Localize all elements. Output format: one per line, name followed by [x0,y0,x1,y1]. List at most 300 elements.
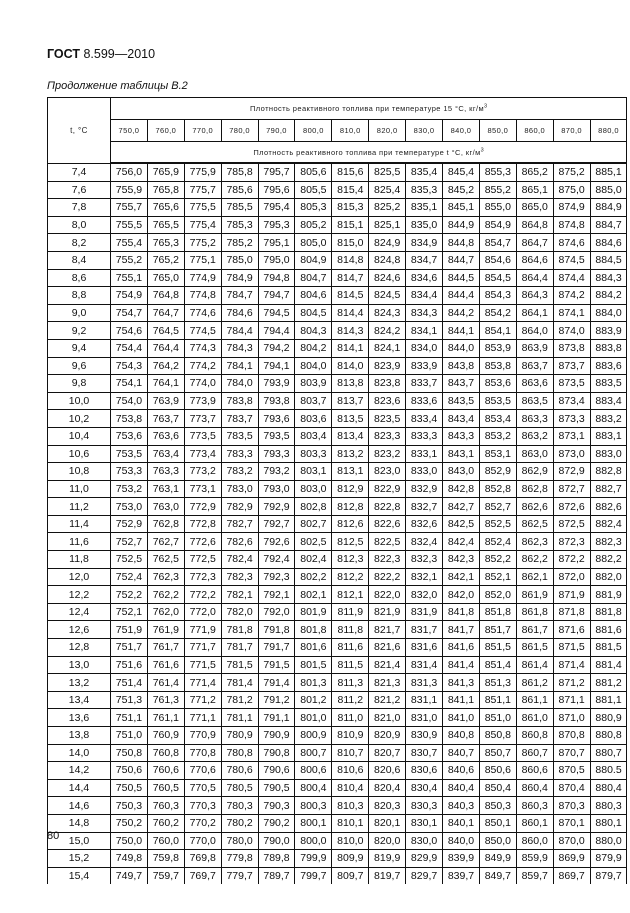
temperature-cell: 11,0 [48,480,111,498]
density-cell: 881,6 [590,621,627,639]
density-cell: 810,1 [332,814,369,832]
density-cell: 781,5 [221,656,258,674]
density-cell: 881,4 [590,656,627,674]
density-cell: 825,2 [369,199,406,217]
density-cell: 773,7 [184,410,221,428]
density-cell: 764,1 [147,375,184,393]
density-cell: 844,2 [443,304,480,322]
density-cell: 851,3 [479,674,516,692]
density-cell: 860,7 [516,744,553,762]
density-cell: 804,6 [295,287,332,305]
density-cell: 830,3 [406,797,443,815]
density-cell: 832,7 [406,498,443,516]
density-cell: 880,0 [590,832,627,850]
density-cell: 853,5 [479,392,516,410]
density-cell: 782,1 [221,586,258,604]
density-cell: 843,3 [443,427,480,445]
density-cell: 873,7 [553,357,590,375]
density-cell: 764,2 [147,357,184,375]
density-cell: 860,6 [516,762,553,780]
density-cell: 833,0 [406,463,443,481]
density-cell: 765,0 [147,269,184,287]
density-cell: 814,5 [332,287,369,305]
density-cell: 813,4 [332,427,369,445]
density-cell: 871,4 [553,656,590,674]
density-cell: 810,3 [332,797,369,815]
density-cell: 864,7 [516,234,553,252]
density-cell: 772,6 [184,533,221,551]
density-cell: 864,0 [516,322,553,340]
density-cell: 873,1 [553,427,590,445]
density-cell: 820,1 [369,814,406,832]
density-cell: 810,0 [332,832,369,850]
density-cell: 824,5 [369,287,406,305]
density-cell: 863,5 [516,392,553,410]
density-cell: 825,1 [369,216,406,234]
density-cell: 805,2 [295,216,332,234]
density-cell: 830,1 [406,814,443,832]
density-cell: 853,8 [479,357,516,375]
density-cell: 755,5 [111,216,148,234]
density-cell: 775,2 [184,234,221,252]
density-cell: 761,3 [147,691,184,709]
density-cell: 794,1 [258,357,295,375]
density-cell: 794,7 [258,287,295,305]
density-cell: 800,4 [295,779,332,797]
density-cell: 832,6 [406,515,443,533]
density-cell: 824,2 [369,322,406,340]
density-cell: 811,2 [332,691,369,709]
density-cell: 781,4 [221,674,258,692]
density-cell: 789,8 [258,850,295,868]
density-cell: 790,8 [258,744,295,762]
density-cell: 751,6 [111,656,148,674]
density-cell: 761,7 [147,639,184,657]
density-cell: 881,9 [590,586,627,604]
density-cell: 785,2 [221,234,258,252]
density-cell: 801,8 [295,621,332,639]
density-cell: 883,5 [590,375,627,393]
density-cell: 869,7 [553,867,590,884]
density-cell: 884,7 [590,216,627,234]
density-cell: 861,4 [516,656,553,674]
density-cell: 881,5 [590,639,627,657]
density-cell: 862,9 [516,463,553,481]
density-cell: 775,1 [184,251,221,269]
density-cell: 793,2 [258,463,295,481]
temperature-cell: 11,8 [48,551,111,569]
density-cell: 802,2 [295,568,332,586]
density-cell: 840,8 [443,727,480,745]
table-row [48,251,627,269]
density-cell: 819,7 [369,867,406,884]
density-cell: 779,7 [221,867,258,884]
density-cell: 870,5 [553,762,590,780]
density-cell: 792,6 [258,533,295,551]
density-cell: 791,5 [258,656,295,674]
density-cell: 821,4 [369,656,406,674]
density-cell: 774,5 [184,322,221,340]
density-cell: 803,7 [295,392,332,410]
density-cell: 832,0 [406,586,443,604]
density-15c-header [111,98,627,120]
density-cell: 750,3 [111,797,148,815]
density-cell: 800,1 [295,814,332,832]
density-cell: 854,7 [479,234,516,252]
density-cell: 882,6 [590,498,627,516]
density-cell: 810,7 [332,744,369,762]
density-cell: 772,8 [184,515,221,533]
table-row [48,392,627,410]
density-cell: 865,0 [516,199,553,217]
density-cell: 841,0 [443,709,480,727]
density-cell: 820,4 [369,779,406,797]
density-cell: 880,9 [590,709,627,727]
density-cell: 754,3 [111,357,148,375]
density-cell: 874,8 [553,216,590,234]
density-cell: 860,4 [516,779,553,797]
density-cell: 802,5 [295,533,332,551]
table-row [48,322,627,340]
density-cell: 824,8 [369,251,406,269]
table-row [48,410,627,428]
table-row [48,621,627,639]
density-cell: 780,5 [221,779,258,797]
density-cell: 873,3 [553,410,590,428]
density-cell: 752,7 [111,533,148,551]
density-cell: 840,1 [443,814,480,832]
density-cell: 784,0 [221,375,258,393]
superscript: 3 [484,103,488,110]
density-cell: 831,3 [406,674,443,692]
density-cell: 861,2 [516,674,553,692]
table-row [48,744,627,762]
density-cell: 813,7 [332,392,369,410]
density-cell: 759,8 [147,850,184,868]
density-cell: 874,9 [553,199,590,217]
density-cell: 823,0 [369,463,406,481]
temperature-cell: 14,2 [48,762,111,780]
density-cell: 812,3 [332,551,369,569]
density-cell: 852,2 [479,551,516,569]
density-cell: 835,0 [406,216,443,234]
density-cell: 851,1 [479,691,516,709]
table-row [48,691,627,709]
density-cell: 779,8 [221,850,258,868]
density-cell: 781,8 [221,621,258,639]
table-row [48,603,627,621]
density-cell: 771,9 [184,621,221,639]
density-cell: 775,4 [184,216,221,234]
density-cell: 795,7 [258,163,295,181]
table-row [48,533,627,551]
density-cell: 793,9 [258,375,295,393]
density-cell: 801,3 [295,674,332,692]
density-cell: 761,9 [147,621,184,639]
density-cell: 881,2 [590,674,627,692]
density-cell: 750,8 [111,744,148,762]
density-cell: 753,2 [111,480,148,498]
density-cell: 760,6 [147,762,184,780]
density-cell: 811,3 [332,674,369,692]
density-cell: 822,6 [369,515,406,533]
density-cell: 883,9 [590,322,627,340]
table-row [48,163,627,181]
density-cell: 844,1 [443,322,480,340]
temperature-cell: 9,4 [48,339,111,357]
density-cell: 791,1 [258,709,295,727]
density-cell: 863,0 [516,445,553,463]
density-cell: 881,8 [590,603,627,621]
density-cell: 861,7 [516,621,553,639]
density-15c-header-text: Плотность реактивного топлива при температуре 15 °С, кг/м [250,104,484,113]
density-cell: 790,9 [258,727,295,745]
density-cell: 879,9 [590,850,627,868]
density-cell: 801,2 [295,691,332,709]
density-column-header: 830,0 [406,120,443,142]
table-row [48,832,627,850]
density-cell: 852,8 [479,480,516,498]
density-cell: 843,8 [443,357,480,375]
density-column-header: 880,0 [590,120,627,142]
standard-code: ГОСТ [47,47,80,61]
density-cell: 872,6 [553,498,590,516]
density-cell: 863,9 [516,339,553,357]
density-cell: 832,3 [406,551,443,569]
density-cell: 851,5 [479,639,516,657]
density-cell: 862,8 [516,480,553,498]
density-cell: 813,8 [332,375,369,393]
density-cell: 822,0 [369,586,406,604]
density-cell: 855,3 [479,163,516,181]
density-cell: 863,7 [516,357,553,375]
density-cell: 751,1 [111,709,148,727]
density-cell: 769,8 [184,850,221,868]
density-cell: 842,0 [443,586,480,604]
density-cell: 770,0 [184,832,221,850]
density-cell: 771,7 [184,639,221,657]
density-cell: 793,6 [258,410,295,428]
density-cell: 834,7 [406,251,443,269]
density-cell: 841,6 [443,639,480,657]
density-cell: 850,8 [479,727,516,745]
density-cell: 882,4 [590,515,627,533]
standard-number: 8.599—2010 [80,47,156,61]
density-cell: 800,9 [295,727,332,745]
density-cell: 791,2 [258,691,295,709]
density-cell: 753,6 [111,427,148,445]
density-cell: 840,6 [443,762,480,780]
temperature-cell: 12,8 [48,639,111,657]
density-cell: 805,5 [295,181,332,199]
density-cell: 759,7 [147,867,184,884]
table-row [48,234,627,252]
density-cell: 795,6 [258,181,295,199]
density-cell: 824,3 [369,304,406,322]
density-cell: 812,8 [332,498,369,516]
density-cell: 862,1 [516,568,553,586]
table-row [48,639,627,657]
density-cell: 773,4 [184,445,221,463]
density-cell: 883,8 [590,339,627,357]
density-cell: 792,9 [258,498,295,516]
density-cell: 854,9 [479,216,516,234]
density-cell: 811,8 [332,621,369,639]
density-cell: 834,9 [406,234,443,252]
density-cell: 789,7 [258,867,295,884]
density-cell: 850,0 [479,832,516,850]
table-row [48,216,627,234]
density-cell: 854,6 [479,251,516,269]
density-cell: 801,5 [295,656,332,674]
density-cell: 763,6 [147,427,184,445]
density-cell: 842,7 [443,498,480,516]
density-cell: 825,4 [369,181,406,199]
density-cell: 771,2 [184,691,221,709]
density-cell: 855,0 [479,199,516,217]
density-columns-row [48,120,627,142]
page-number: 80 [47,830,60,842]
density-cell: 814,3 [332,322,369,340]
density-cell: 830,9 [406,727,443,745]
density-column-header: 850,0 [479,120,516,142]
density-cell: 864,3 [516,287,553,305]
density-cell: 861,8 [516,603,553,621]
density-cell: 782,3 [221,568,258,586]
density-cell: 849,7 [479,867,516,884]
density-cell: 880,8 [590,727,627,745]
density-cell: 820,0 [369,832,406,850]
density-cell: 803,6 [295,410,332,428]
density-cell: 765,8 [147,181,184,199]
temperature-cell: 12,6 [48,621,111,639]
density-cell: 769,7 [184,867,221,884]
density-cell: 840,0 [443,832,480,850]
density-cell: 851,0 [479,709,516,727]
density-cell: 812,9 [332,480,369,498]
density-cell: 765,9 [147,163,184,181]
density-cell: 753,8 [111,410,148,428]
density-cell: 853,6 [479,375,516,393]
density-cell: 770,5 [184,779,221,797]
density-cell: 844,5 [443,269,480,287]
density-cell: 853,1 [479,445,516,463]
density-cell: 851,4 [479,656,516,674]
temperature-cell: 7,6 [48,181,111,199]
density-cell: 763,1 [147,480,184,498]
table-row [48,850,627,868]
density-cell: 829,9 [406,850,443,868]
temperature-cell: 15,0 [48,832,111,850]
density-cell: 801,0 [295,709,332,727]
density-cell: 781,7 [221,639,258,657]
density-cell: 802,4 [295,551,332,569]
density-cell: 774,2 [184,357,221,375]
density-cell: 860,8 [516,727,553,745]
density-cell: 761,6 [147,656,184,674]
density-column-header: 820,0 [369,120,406,142]
density-cell: 815,1 [332,216,369,234]
temperature-cell: 9,6 [48,357,111,375]
density-cell: 772,5 [184,551,221,569]
density-cell: 749,7 [111,867,148,884]
density-cell: 882,3 [590,533,627,551]
temperature-cell: 11,4 [48,515,111,533]
density-cell: 815,6 [332,163,369,181]
density-table [47,97,627,884]
temperature-cell: 11,2 [48,498,111,516]
density-cell: 880.5 [590,762,627,780]
density-cell: 824,9 [369,234,406,252]
density-cell: 823,3 [369,427,406,445]
density-cell: 762,0 [147,603,184,621]
density-cell: 842,4 [443,533,480,551]
table-row [48,586,627,604]
density-cell: 760,0 [147,832,184,850]
density-cell: 833,9 [406,357,443,375]
density-cell: 815,4 [332,181,369,199]
density-cell: 811,5 [332,656,369,674]
density-cell: 834,1 [406,322,443,340]
temperature-cell: 13,8 [48,727,111,745]
density-cell: 840,3 [443,797,480,815]
table-row [48,269,627,287]
density-cell: 865,2 [516,163,553,181]
density-cell: 830,6 [406,762,443,780]
density-cell: 803,1 [295,463,332,481]
density-cell: 781,1 [221,709,258,727]
density-cell: 804,7 [295,269,332,287]
table-row [48,463,627,481]
density-cell: 845,4 [443,163,480,181]
density-cell: 844,9 [443,216,480,234]
density-cell: 805,0 [295,234,332,252]
density-cell: 752,2 [111,586,148,604]
density-cell: 780,2 [221,814,258,832]
density-cell: 773,9 [184,392,221,410]
density-cell: 820,6 [369,762,406,780]
density-cell: 862,3 [516,533,553,551]
density-cell: 844,7 [443,251,480,269]
density-cell: 882,0 [590,568,627,586]
density-cell: 863,6 [516,375,553,393]
density-cell: 770,6 [184,762,221,780]
density-cell: 843,4 [443,410,480,428]
density-cell: 792,3 [258,568,295,586]
density-column-header: 780,0 [221,120,258,142]
density-cell: 873,0 [553,445,590,463]
density-cell: 810,4 [332,779,369,797]
density-cell: 814,7 [332,269,369,287]
density-cell: 853,9 [479,339,516,357]
temperature-cell: 13,2 [48,674,111,692]
density-cell: 841,4 [443,656,480,674]
density-cell: 790,5 [258,779,295,797]
temperature-cell: 10,2 [48,410,111,428]
density-cell: 761,1 [147,709,184,727]
density-cell: 864,4 [516,269,553,287]
density-cell: 854,1 [479,322,516,340]
density-cell: 861,9 [516,586,553,604]
temperature-cell: 12,2 [48,586,111,604]
density-cell: 802,7 [295,515,332,533]
density-cell: 833,1 [406,445,443,463]
density-cell: 825,5 [369,163,406,181]
density-cell: 802,1 [295,586,332,604]
density-cell: 753,3 [111,463,148,481]
density-cell: 883,6 [590,357,627,375]
density-cell: 834,4 [406,287,443,305]
